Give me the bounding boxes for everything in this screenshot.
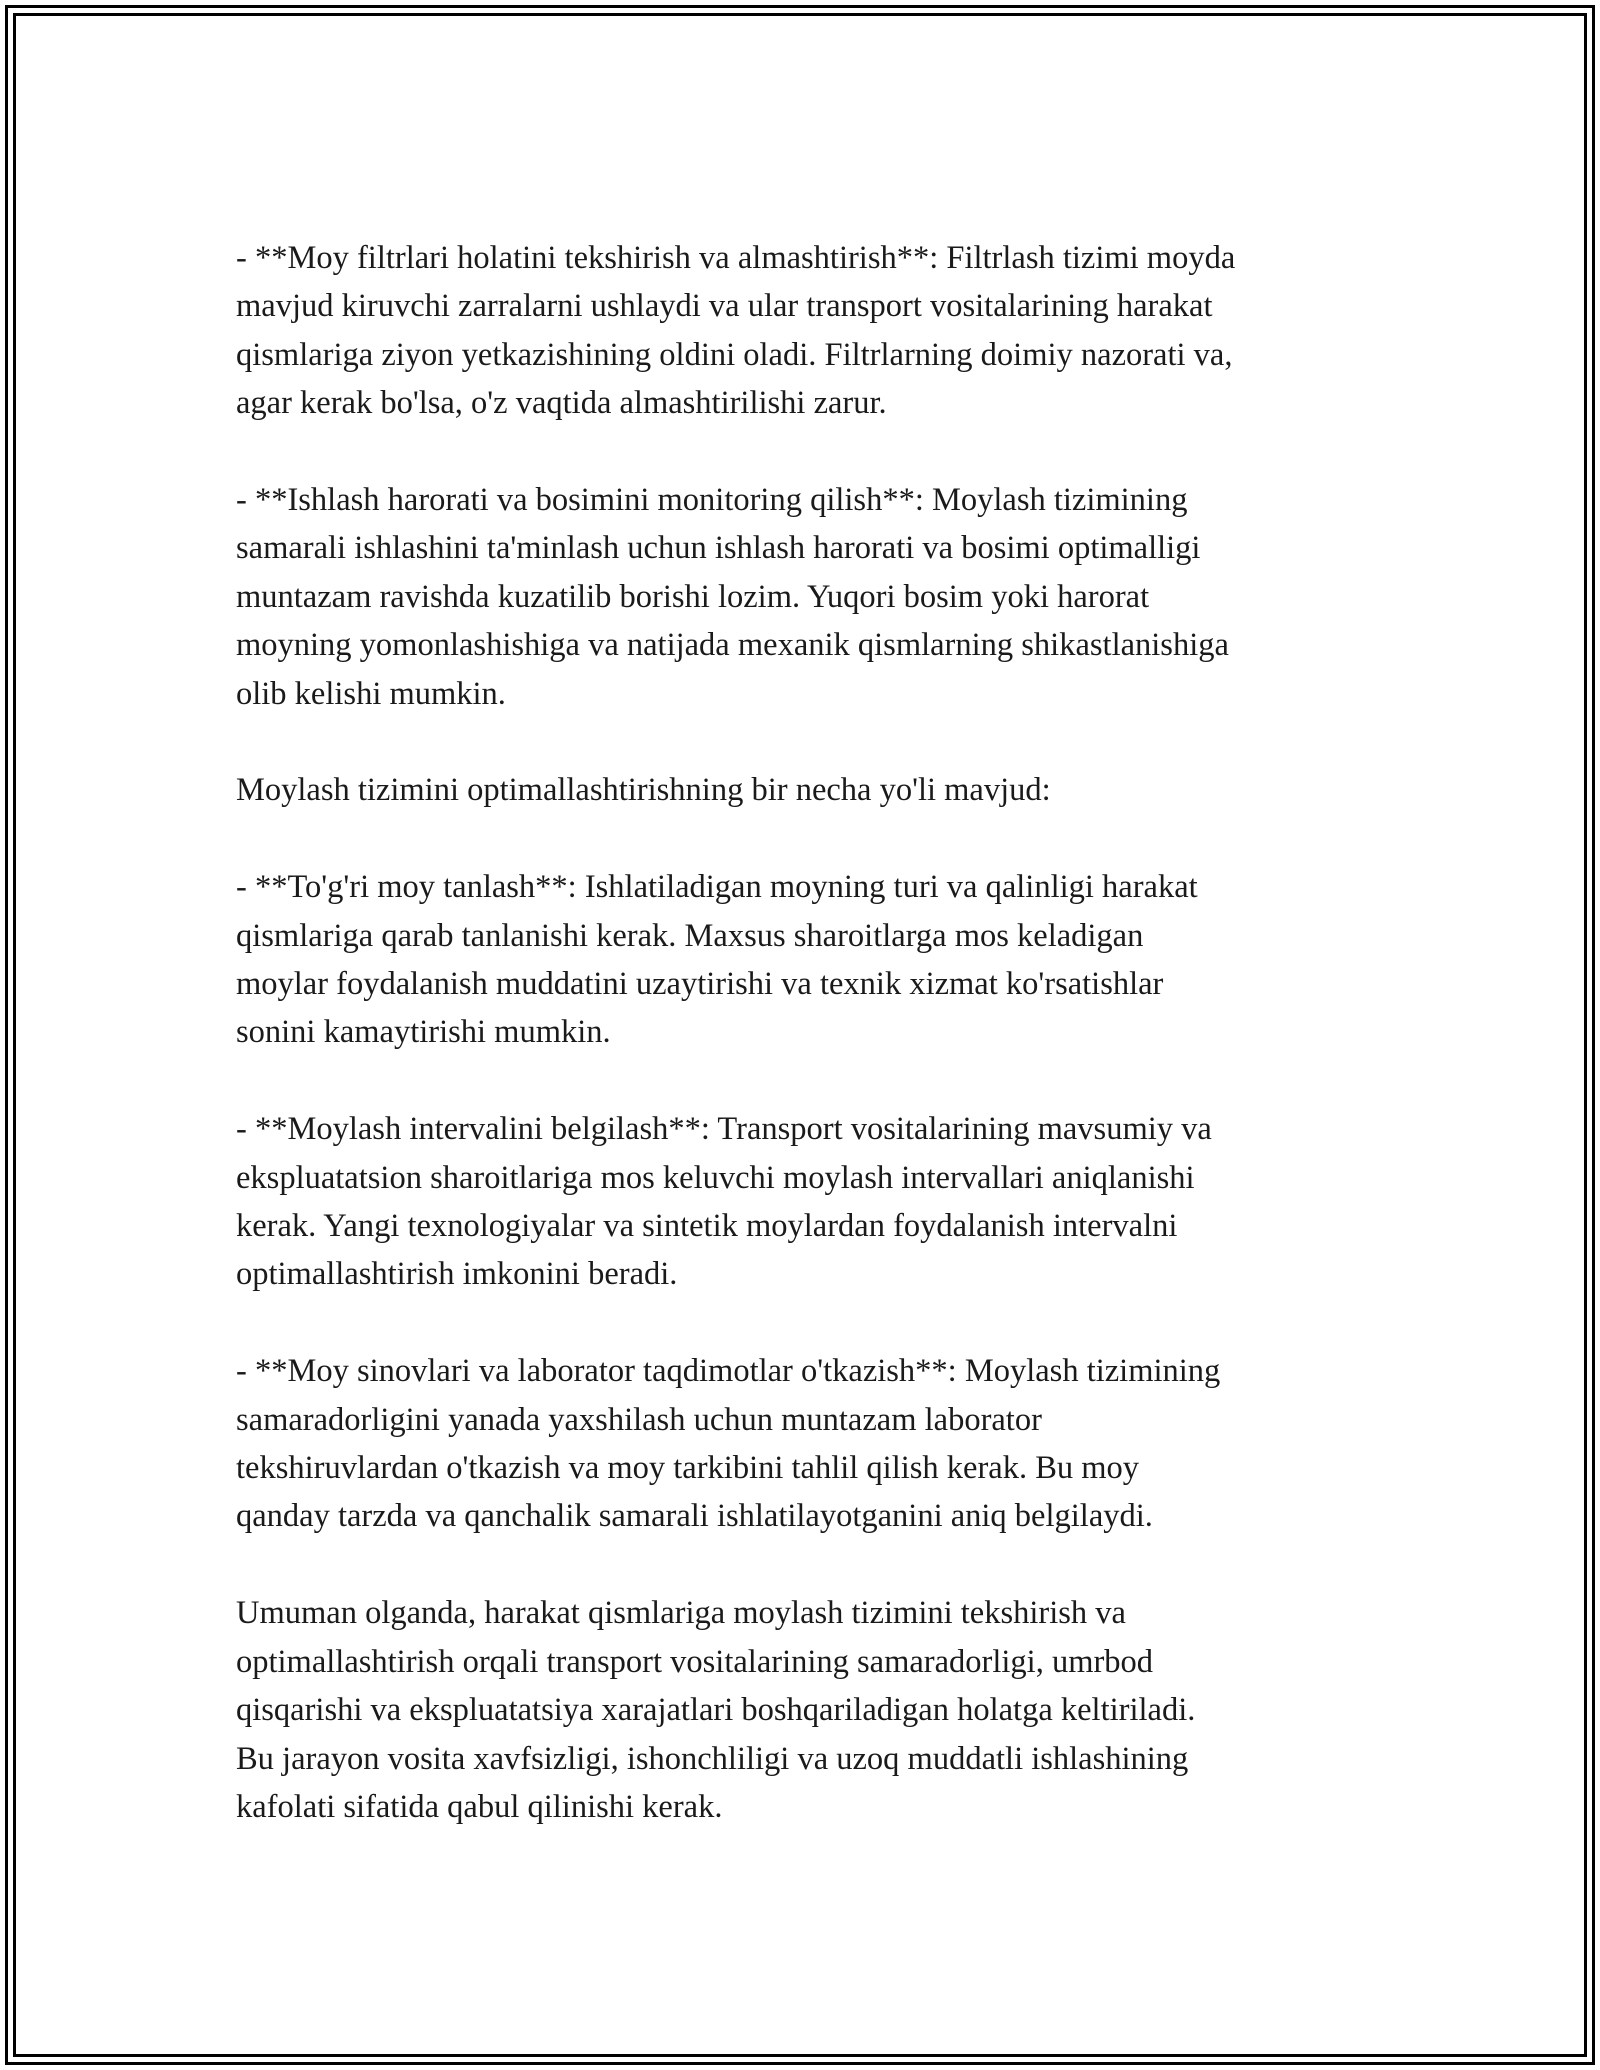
paragraph-lubrication-interval: - **Moylash intervalini belgilash**: Transport vositalarining mavsumiy va ekspluatatsion sharoitlariga mos keluvchi moylash intervallari aniqlanishi kerak. Yangi texnologiyalar va sintetik moylardan foydalanish intervalni optimallashtirish imkonini beradi.: [236, 1111, 1212, 1293]
paragraph-oil-filters: - **Moy filtrlari holatini tekshirish va almashtirish**: Filtrlash tizimi moyda mavjud kiruvchi zarralarni ushlaydi va ular transport vositalarining harakat qismlariga ziyon yetkazishining oldini oladi. Filtrlarning doimiy nazorati va, agar kerak bo'lsa, o'z vaqtida almashtirilishi zarur.: [236, 240, 1236, 422]
paragraph-optimization-intro: Moylash tizimini optimallashtirishning bir necha yo'li mavjud:: [236, 772, 1051, 809]
document-body: [236, 234, 1366, 1831]
paragraph-conclusion: Umuman olganda, harakat qismlariga moylash tizimini tekshirish va optimallashtirish orqali transport vositalarining samaradorligi, umrbod qisqarishi va ekspluatatsiya xarajatlari boshqariladigan holatga keltiriladi. Bu jarayon vosita xavfsizligi, ishonchliligi va uzoq muddatli ishlashining kafolati sifatida qabul qilinishi kerak.: [236, 1595, 1196, 1825]
paragraph-oil-selection: - **To'g'ri moy tanlash**: Ishlatiladigan moyning turi va qalinligi harakat qismlariga qarab tanlanishi kerak. Maxsus sharoitlarga mos keladigan moylar foydalanish muddatini uzaytirishi va texnik xizmat ko'rsatishlar sonini kamaytirishi mumkin.: [236, 869, 1198, 1051]
paragraph-oil-testing: - **Moy sinovlari va laborator taqdimotlar o'tkazish**: Moylash tizimining samaradorligini yanada yaxshilash uchun muntazam laborator tekshiruvlardan o'tkazish va moy tarkibini tahlil qilish kerak. Bu moy qanday tarzda va qanchalik samarali ishlatilayotganini aniq belgilaydi.: [236, 1353, 1221, 1535]
paragraph-temperature-pressure: - **Ishlash harorati va bosimini monitoring qilish**: Moylash tizimining samarali ishlashini ta'minlash uchun ishlash harorati va bosimi optimalligi muntazam ravishda kuzatilib borishi lozim. Yuqori bosim yoki harorat moyning yomonlashishiga va natijada mexanik qismlarning shikastlanishiga olib kelishi mumkin.: [236, 482, 1229, 712]
